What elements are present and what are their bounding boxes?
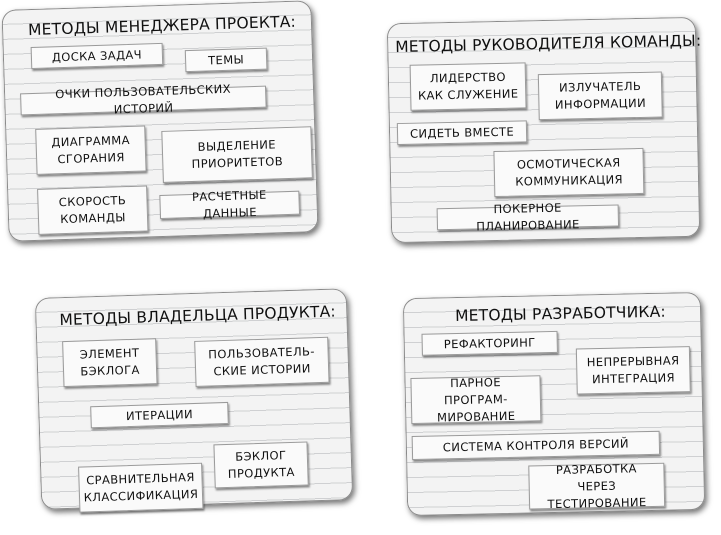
refactoring-tag: РЕФАКТОРИНГ <box>421 331 557 356</box>
estimates-tag: РАСЧЕТНЫЕ ДАННЫЕ <box>159 191 300 219</box>
themes-tag: ТЕМЫ <box>185 48 268 73</box>
product-backlog-tag: БЭКЛОГ ПРОДУКТА <box>213 441 308 488</box>
pair-programming-tag: ПАРНОЕ ПРОГРАМ- МИРОВАНИЕ <box>410 375 541 424</box>
team-velocity-tag: СКОРОСТЬ КОМАНДЫ <box>37 185 148 234</box>
iterations-tag: ИТЕРАЦИИ <box>90 402 229 428</box>
product-owner-card <box>35 288 354 510</box>
sit-together-tag: СИДЕТЬ ВМЕСТЕ <box>397 120 527 145</box>
card-title: МЕТОДЫ МЕНЕДЖЕРА ПРОЕКТА: <box>27 12 297 40</box>
servant-leadership-tag: ЛИДЕРСТВО КАК СЛУЖЕНИЕ <box>410 62 527 110</box>
project-manager-card <box>1 0 318 242</box>
card-title: МЕТОДЫ РУКОВОДИТЕЛЯ КОМАНДЫ: <box>395 31 702 57</box>
information-radiator-tag: ИЗЛУЧАТЕЛЬ ИНФОРМАЦИИ <box>538 72 663 121</box>
backlog-item-tag: ЭЛЕМЕНТ БЭКЛОГА <box>62 338 157 387</box>
card-title: МЕТОДЫ ВЛАДЕЛЬЦА ПРОДУКТА: <box>59 302 337 330</box>
user-stories-tag: ПОЛЬЗОВАТЕЛЬ- СКИЕ ИСТОРИИ <box>194 337 329 387</box>
story-points-tag: ОЧКИ ПОЛЬЗОВАТЕЛЬСКИХ ИСТОРИЙ <box>20 86 267 116</box>
tdd-tag: РАЗРАБОТКА ЧЕРЕЗ ТЕСТИРОВАНИЕ <box>528 463 665 510</box>
version-control-tag: СИСТЕМА КОНТРОЛЯ ВЕРСИЙ <box>412 431 660 460</box>
developer-card <box>403 292 706 516</box>
prioritization-tag: ВЫДЕЛЕНИЕ ПРИОРИТЕТОВ <box>161 126 313 183</box>
card-title: МЕТОДЫ РАЗРАБОТЧИКА: <box>454 302 667 326</box>
planning-poker-tag: ПОКЕРНОЕ ПЛАНИРОВАНИЕ <box>437 204 619 230</box>
team-lead-card <box>387 17 701 243</box>
continuous-integration-tag: НЕПРЕРЫВНАЯ ИНТЕГРАЦИЯ <box>576 346 691 394</box>
osmotic-communication-tag: ОСМОТИЧЕСКАЯ КОММУНИКАЦИЯ <box>493 148 644 197</box>
task-board-tag: ДОСКА ЗАДАЧ <box>31 43 164 69</box>
burndown-chart-tag: ДИАГРАММА СГОРАНИЯ <box>35 125 146 174</box>
relative-ranking-tag: СРАВНИТЕЛЬНАЯ КЛАССИФИКАЦИЯ <box>78 463 203 513</box>
